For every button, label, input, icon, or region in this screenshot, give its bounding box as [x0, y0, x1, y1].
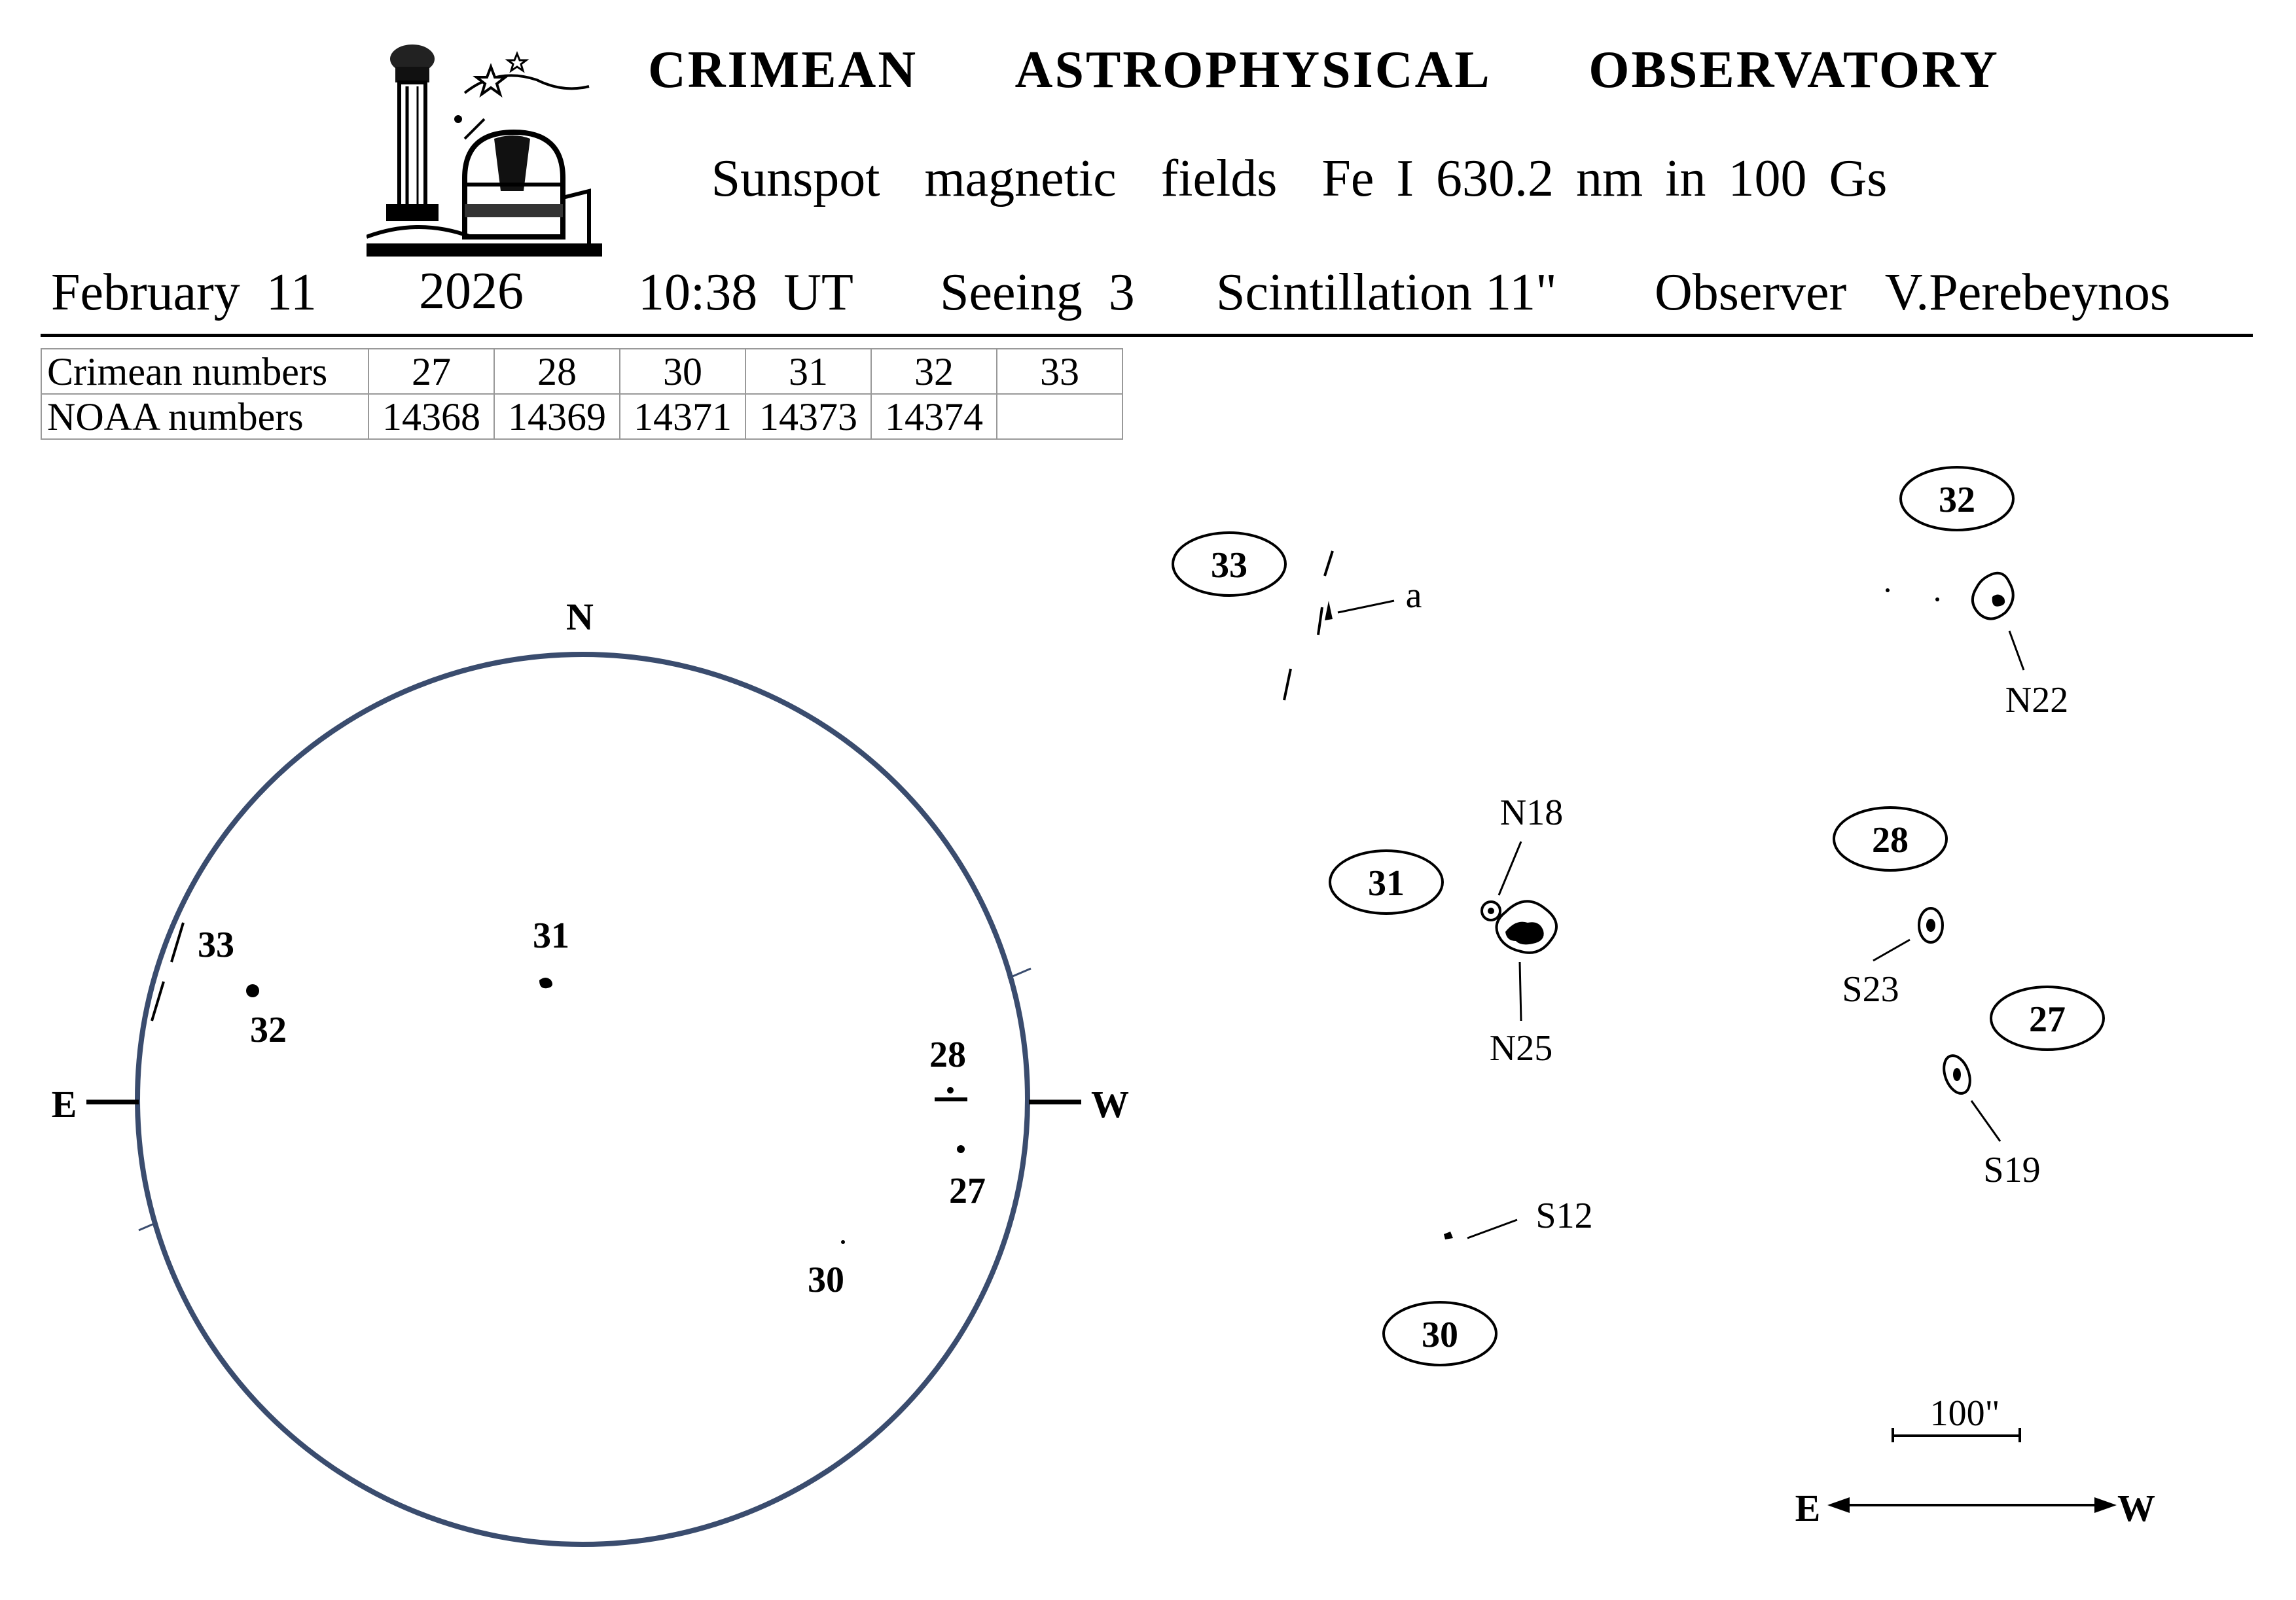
region-33-feature: [1284, 551, 1333, 700]
region-32-contour: [1973, 573, 2013, 619]
crimean-number-cell: 28: [494, 349, 620, 394]
east-label: E: [51, 1083, 77, 1126]
solar-disk-limb: [137, 654, 1028, 1544]
scale-east-label: E: [1795, 1487, 1821, 1529]
noaa-numbers-label: NOAA numbers: [41, 394, 368, 439]
noaa-number-cell: 14369: [494, 394, 620, 439]
region-28-number: 28: [1872, 820, 1909, 861]
disk-region-31-mark: [539, 978, 552, 988]
north-label: N: [566, 596, 594, 638]
observer-name: Observer V.Perebeynos: [1655, 264, 2171, 321]
region-32-leader: [2009, 631, 2024, 670]
region-33-label-a: a: [1405, 575, 1422, 616]
page-title: CRIMEAN ASTROPHYSICAL OBSERVATORY: [648, 41, 2000, 99]
observation-year: 2026: [419, 262, 524, 320]
region-33-number: 33: [1211, 545, 1247, 586]
observation-time: 10:38 UT: [638, 264, 853, 321]
region-27-spot: [1953, 1068, 1961, 1081]
region-30-leader: [1467, 1220, 1517, 1238]
seeing-value: Seeing 3: [940, 264, 1135, 321]
region-33-spot: [1325, 601, 1333, 620]
region-31-leader-south: [1520, 962, 1521, 1021]
noaa-number-cell: 14368: [368, 394, 494, 439]
crimean-number-cell: 33: [997, 349, 1122, 394]
region-28-leader: [1873, 940, 1910, 961]
page-subtitle: Sunspot magnetic fields Fe I 630.2 nm in 100 Gs: [711, 150, 1888, 207]
crimean-number-cell: 30: [620, 349, 745, 394]
crimean-numbers-label: Crimean numbers: [41, 349, 368, 394]
noaa-number-cell: 14371: [620, 394, 745, 439]
disk-label-28: 28: [929, 1035, 966, 1075]
observation-date: February 11: [51, 264, 317, 321]
region-27-label-s19: S19: [1983, 1150, 2041, 1190]
scale-west-label: W: [2117, 1487, 2155, 1529]
disk-label-27: 27: [949, 1171, 986, 1211]
crimean-number-cell: 31: [745, 349, 871, 394]
region-32-pore: [1935, 597, 1939, 601]
region-32-number: 32: [1939, 480, 1975, 520]
disk-region-30-mark: [841, 1240, 845, 1244]
region-30-label-s12: S12: [1535, 1196, 1593, 1236]
disk-label-33: 33: [198, 925, 234, 965]
disk-label-32: 32: [250, 1010, 287, 1050]
region-27-number: 27: [2029, 999, 2066, 1040]
disk-label-30: 30: [808, 1260, 844, 1300]
region-30-number: 30: [1422, 1315, 1458, 1355]
noaa-number-cell: 14373: [745, 394, 871, 439]
arrow-head-west-icon: [2094, 1497, 2117, 1513]
region-32-pore: [1886, 588, 1890, 592]
arrow-head-east-icon: [1827, 1497, 1850, 1513]
region-32-spot: [1992, 594, 2005, 606]
region-31-label-n25: N25: [1489, 1028, 1553, 1069]
disk-region-32-mark: [246, 984, 259, 997]
region-33-leader: [1338, 601, 1394, 613]
noaa-number-cell: 14374: [871, 394, 997, 439]
region-31-spot: [1505, 922, 1544, 945]
disk-region-28-spot: [947, 1087, 954, 1093]
region-28-label-s23: S23: [1842, 969, 1899, 1010]
region-28-spot: [1926, 919, 1935, 932]
crimean-number-cell: 32: [871, 349, 997, 394]
region-27-leader: [1971, 1101, 2000, 1141]
region-31-label-n18: N18: [1499, 792, 1564, 833]
scintillation-value: Scintillation 11": [1216, 264, 1557, 321]
disk-region-27-mark: [957, 1145, 965, 1153]
region-31-small-spot: [1488, 908, 1494, 914]
region-32-label-n22: N22: [2005, 680, 2069, 720]
region-31-leader-north: [1499, 842, 1521, 895]
disk-label-31: 31: [533, 916, 569, 956]
crimean-number-cell: 27: [368, 349, 494, 394]
region-31-number: 31: [1368, 863, 1405, 904]
west-label: W: [1091, 1083, 1129, 1126]
scale-bar-label: 100": [1929, 1393, 2000, 1434]
region-30-spot: [1444, 1232, 1453, 1239]
